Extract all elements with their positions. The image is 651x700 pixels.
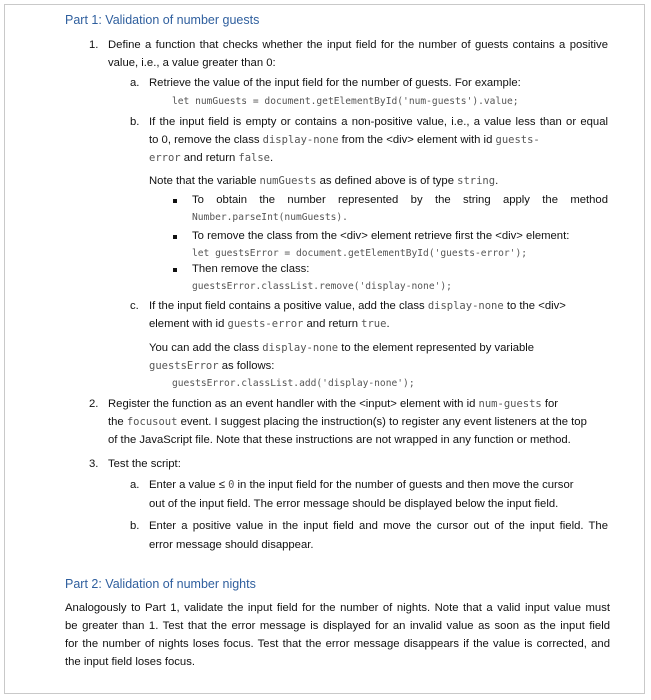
item1c-line1-pre: If the input field contains a positive value, add the class [149,300,425,312]
bullet-icon [173,235,177,239]
item1c-line1-end: to the <div> [506,300,566,312]
item2-line1-end: for [544,398,559,410]
item1b-line3-code2: false [238,152,270,164]
item2-line2-pre: the [108,416,124,428]
item1c-note-line1-pre: You can add the class [149,342,260,354]
item3b-label: b. [130,520,140,532]
item2-line1-pre: Register the function as an event handler with the <input> element with id [108,398,476,410]
item3a-label: a. [130,479,140,491]
item3b-line2: error message should disappear. [149,539,314,551]
item1-number: 1. [89,39,99,51]
item3a-line2: out of the input field. The error message should be displayed below the input field. [149,498,559,510]
item3-number: 3. [89,458,99,470]
item1b-line3-mid: and return [183,152,236,164]
item1c-line1-code: display-none [427,300,504,312]
part2-line2: be greater than 1. Test that the error message is displayed for an invalid value as soon as the input field [65,620,610,632]
item1b-line3-code: error [149,152,181,164]
item2-line1-code: num-guests [478,398,542,410]
item1c-note-line1-code: display-none [262,342,339,354]
item3-text: Test the script: [108,458,181,470]
item1a-text: Retrieve the value of the input field for the number of guests. For example: [149,77,521,89]
bullet3-line1: Then remove the class: [192,263,310,275]
item1c-label: c. [130,300,139,312]
item1b-label: b. [130,116,140,128]
item1c-line2-code: guests-error [227,318,304,330]
item1b-note-end: . [495,175,499,187]
item2-line2-code: focusout [126,416,178,428]
part2-line3: for the number of nights loses focus. Test that the error message disappears if the value is corrected, and [65,638,610,650]
item1b-note-mid: as defined above is of type [319,175,454,187]
item1c-note-line2-end: as follows: [221,360,275,372]
item1b-line2-pre: to 0, remove the class [149,134,260,146]
item1b-note [149,175,498,187]
item1b-line3 [149,152,273,164]
item1b-note-code: numGuests [259,175,317,187]
bullet-icon [173,268,177,272]
item2-line3: of the JavaScript file. Note that these instructions are not wrapped in any function or method. [108,434,571,446]
item1c-note-line2 [149,360,274,372]
item1c-line2 [149,318,390,330]
item1b-line2-code: display-none [262,134,339,146]
item1c-note-line1-end: to the element represented by variable [341,342,535,354]
item1b-line3-end: . [270,152,274,164]
item1c-line1 [149,300,566,312]
part2-heading: Part 2: Validation of number nights [65,577,256,591]
item3b-line1: Enter a positive value in the input field and move the cursor out of the input field. The [149,520,608,532]
bullet2-code: let guestsError = document.getElementById('guests-error'); [192,248,528,259]
item3a-line1-pre: Enter a value ≤ [149,479,225,491]
item3a-line1-code: 0 [228,479,235,491]
item1-line1: Define a function that checks whether the input field for the number of guests contains a positive [108,39,608,51]
part2-line1: Analogously to Part 1, validate the input field for the number of nights. Note that a valid input value must [65,602,610,614]
bullet1-line1: To obtain the number represented by the string apply the method [192,194,608,206]
item1b-note-code2: string [457,175,496,187]
item3a-line1-end: in the input field for the number of guests and then move the cursor [237,479,574,491]
item1b-line1: If the input field is empty or contains a non-positive value, i.e., a value less than or equal [149,116,608,128]
item1b-line2 [149,134,540,146]
item2-line2 [108,416,587,428]
item2-number: 2. [89,398,99,410]
item2-line2-end: event. I suggest placing the instruction(s) to register any event listeners at the top [180,416,587,428]
item1-line2: value, i.e., a value greater than 0: [108,57,276,69]
part2-line4: the input field loses focus. [65,656,195,668]
item1c-code: guestsError.classList.add('display-none'); [172,378,415,389]
item1c-note-line1 [149,342,534,354]
item1c-line2-end: . [386,318,390,330]
item1b-line2-mid: from the <div> element with id [341,134,493,146]
bullet2-line1: To remove the class from the <div> element retrieve first the <div> element: [192,230,570,242]
item1c-line2-mid: and return [306,318,358,330]
item1a-label: a. [130,77,140,89]
bullet1-code: Number.parseInt(numGuests). [192,212,348,223]
item2-line1 [108,398,558,410]
item1b-note-pre: Note that the variable [149,175,257,187]
item3a-line1 [149,479,574,491]
bullet-icon [173,199,177,203]
part1-heading: Part 1: Validation of number guests [65,13,260,27]
bullet3-code: guestsError.classList.remove('display-none'); [192,281,452,292]
item1c-line2-code2: true [361,318,387,330]
item1a-code: let numGuests = document.getElementById('num-guests').value; [172,96,519,107]
item1b-line2-code2: guests- [495,134,540,146]
item1c-note-line2-code: guestsError [149,360,219,372]
item1c-line2-pre: element with id [149,318,225,330]
